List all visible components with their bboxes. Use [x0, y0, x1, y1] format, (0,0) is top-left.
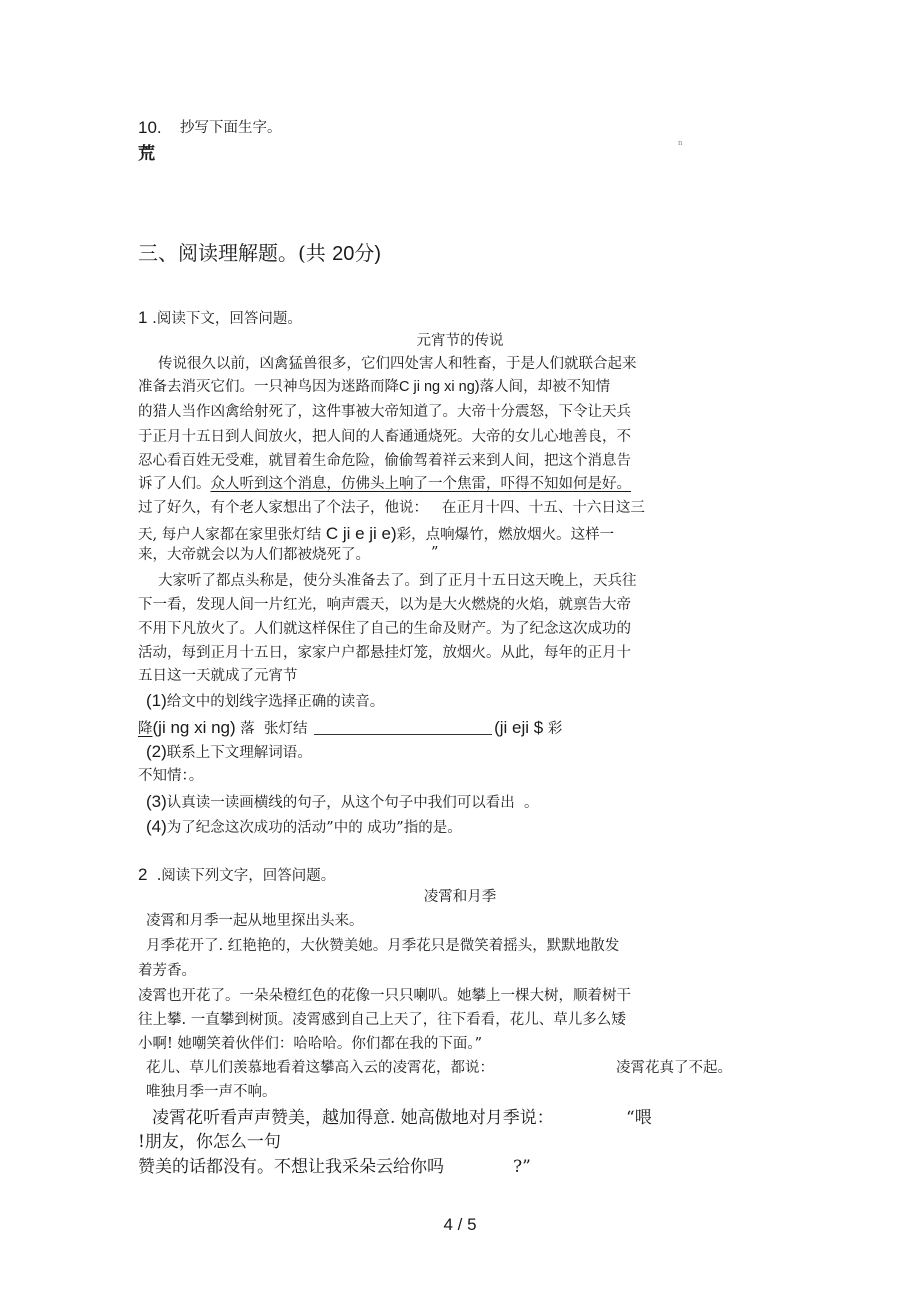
p2-line: 唯独月季一声不响。 — [146, 1084, 277, 1100]
p1-line-text: 过了好久，有个老人家想出了个法子，他说： — [138, 500, 428, 516]
p1-line: 大家听了都点头称是，使分头准备去了。到了正月十五日这天晚上，天兵往 — [158, 573, 637, 589]
p2-line: 小啊! 她嘲笑着伙伴们：哈哈哈。你们都在我的下面。” — [138, 1036, 483, 1052]
section3-score: 20分) — [332, 243, 382, 265]
p2-big-line: ?” — [513, 1157, 531, 1177]
p1-line — [138, 474, 631, 494]
p2-line: 往上攀. 一直攀到树顶。凌霄感到自己上天了，往下看看，花儿、草儿多么矮 — [138, 1012, 626, 1028]
p1-line: 不用下凡放火了。人们就这样保住了自己的生命及财产。为了纪念这次成功的 — [138, 621, 631, 637]
p1-q1 — [146, 689, 384, 713]
p2-line: 月季花开了. 红艳艳的，大伙赞美她。月季花只是微笑着摇头，默默地散发 — [146, 938, 620, 954]
p1-intro-text: 阅读下文，回答问题。 — [156, 311, 302, 327]
p1-q3-num: (3) — [146, 792, 167, 811]
p1-ans-pinyin2: (ji eji $ — [494, 718, 544, 737]
q10-text: 抄写下面生字。 — [180, 120, 282, 136]
p1-line: 下一看，发现人间一片红光，响声震天，以为是大火燃烧的火焰，就禀告大帝 — [138, 597, 631, 613]
p2-intro-num: 2 — [138, 865, 148, 884]
p1-q3 — [146, 790, 539, 814]
p1-q4-num: (4) — [146, 817, 167, 836]
p2-big-line: 赞美的话都没有。不想让我采朵云给你吗 — [138, 1157, 444, 1177]
p1-line: 来，大帝就会以为人们都被烧死了。 — [138, 547, 370, 563]
p2-line: 着芳香。 — [138, 963, 196, 979]
p2-intro-text: .阅读下列文字，回答问题。 — [156, 868, 336, 884]
p2-line: 凌霄也开花了。一朵朵橙红色的花像一只只喇叭。她攀上一棵大树，顺着树干 — [138, 988, 631, 1004]
stray-mark: n — [678, 139, 683, 147]
page-number: 4 / 5 — [443, 1215, 477, 1234]
p1-line: 的猎人当作凶禽给射死了，这件事被大帝知道了。大帝十分震怒，下令让天兵 — [138, 404, 631, 420]
p1-q2-num: (2) — [146, 742, 167, 761]
p1-close-quote: ” — [431, 545, 439, 561]
p1-line-text: 天, 每户人家都在家里张灯结 — [138, 527, 322, 543]
p1-line: 五日这一天就成了元宵节 — [138, 668, 298, 684]
p1-line — [138, 522, 614, 546]
p1-ans-pinyin: (ji ng xi ng) — [152, 718, 236, 737]
p2-line: 凌霄花真了不起。 — [616, 1060, 732, 1076]
p2-line: 花儿、草儿们羡慕地看着这攀高入云的凌霄花，都说： — [146, 1060, 494, 1076]
p1-line: 忍心看百姓无受难，就冒着生命危险，偷偷驾着祥云来到人间，把这个消息告 — [138, 453, 631, 469]
p1-q1-num: (1) — [146, 691, 167, 710]
p1-ans-char2: 彩 — [547, 721, 563, 737]
q10-number: 10. — [138, 118, 162, 137]
p1-q2-text: 联系上下文理解词语。 — [166, 745, 312, 761]
p1-q3-text: 认真读一读画横线的句子，从这个句子中我们可以看出 。 — [166, 795, 539, 811]
p1-title: 元宵节的传说 — [416, 333, 504, 349]
p2-line: 凌霄和月季一起从地里探出头来。 — [146, 913, 364, 929]
p1-line-text: 落人间，却被不知情 — [479, 379, 611, 395]
p1-line — [138, 377, 610, 397]
p1-quote-start: 在正月十四、十五、十六日这三 — [441, 500, 645, 516]
p1-intro-num: 1 . — [138, 308, 157, 327]
p1-line — [138, 498, 645, 518]
p1-line: 活动，每到正月十五日，家家户户都悬挂灯笼，放烟火。从此，每年的正月十 — [138, 645, 631, 661]
p1-pinyin2: C ji e ji e) — [325, 524, 397, 543]
p1-underlined-sentence: 众人听到这个消息，仿佛头上响了一个焦雷，吓得不知如何是好。 — [210, 476, 631, 492]
p1-line: 传说很久以前，凶禽猛兽很多，它们四处害人和牲畜，于是人们就联合起来 — [158, 356, 637, 372]
p1-line-text: 彩，点响爆竹，燃放烟火。这样一 — [396, 527, 615, 543]
p1-line-text: 准备去消灭它们。一只神鸟因为迷路而降 — [138, 379, 399, 395]
p1-pinyin1: C ji ng xi ng) — [399, 379, 480, 395]
p1-q4-text: 为了纪念这次成功的活动”中的 成功”指的是。 — [166, 820, 462, 836]
p1-answer-blank[interactable] — [314, 720, 492, 735]
p2-title: 凌霄和月季 — [423, 889, 497, 905]
p2-big-line: 凌霄花听看声声赞美，越加得意. 她高傲地对月季说： — [152, 1108, 554, 1128]
p1-q4 — [146, 815, 462, 839]
p1-q2-answer: 不知情：。 — [138, 768, 204, 784]
p1-q2 — [146, 740, 312, 764]
p2-big-line: “喂 — [626, 1108, 652, 1128]
p1-line: 于正月十五日到人间放火，把人间的人畜通通烧死。大帝的女儿心地善良，不 — [138, 429, 631, 445]
p1-intro — [138, 306, 302, 330]
p2-big-line: !朋友，你怎么一句 — [138, 1132, 281, 1152]
section3-heading — [138, 240, 381, 267]
p1-ans-text: 落 张灯结 — [240, 721, 308, 737]
p1-q1-answer — [138, 716, 562, 740]
p1-ans-char: 降 — [138, 721, 153, 737]
q10-char: 荒 — [138, 144, 155, 164]
p1-q1-text: 给文中的划线字选择正确的读音。 — [166, 694, 385, 710]
p2-intro — [138, 863, 335, 887]
section3-title: 三、阅读理解题。(共 — [138, 241, 326, 265]
p1-line-text: 诉了人们。 — [138, 476, 211, 492]
